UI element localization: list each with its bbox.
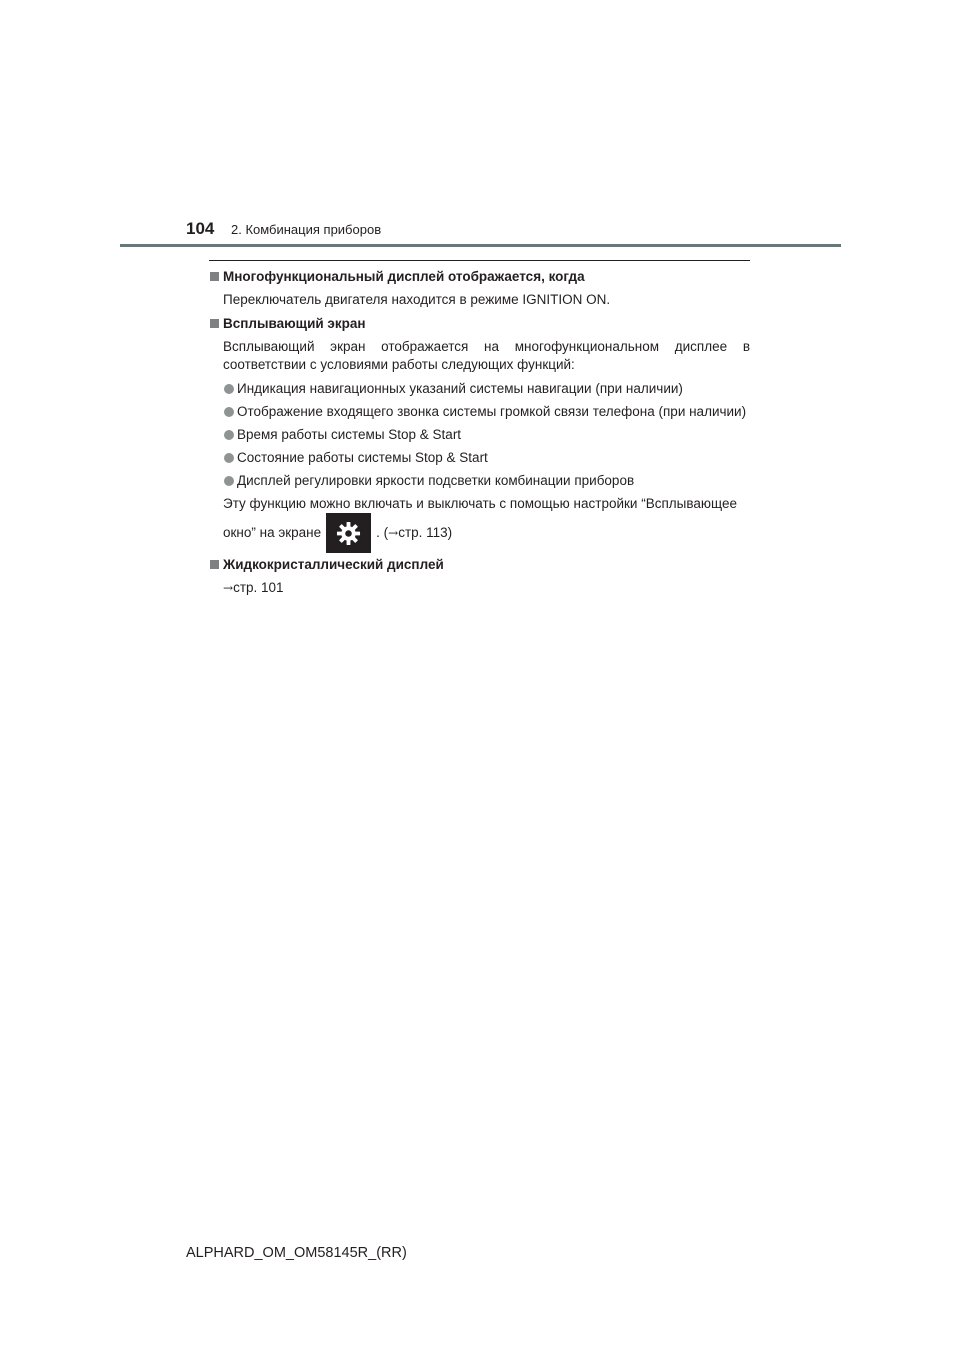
page-number: 104 bbox=[186, 219, 215, 238]
settings-gear-icon bbox=[336, 521, 361, 546]
footer-code: ALPHARD_OM_OM58145R_(RR) bbox=[186, 1245, 407, 1261]
section-heading-popup bbox=[209, 315, 750, 333]
section-heading-multi-display bbox=[209, 268, 750, 286]
list-item-text: Время работы системы Stop & Start bbox=[237, 427, 462, 442]
lcd-ref-text: стр. 101 bbox=[233, 580, 284, 595]
list-item bbox=[209, 403, 750, 421]
heading-text: Жидкокристаллический дисплей bbox=[223, 557, 444, 572]
arrow-right-icon: → bbox=[388, 526, 399, 540]
list-item bbox=[209, 449, 750, 467]
multi-display-text: Переключатель двигателя находится в режиме IGNITION ON. bbox=[223, 292, 611, 307]
settings-button[interactable] bbox=[326, 513, 371, 553]
popup-toggle-text: Эту функцию можно включать и выключать с помощью настройки “Всплывающее bbox=[223, 496, 737, 511]
page-reference[interactable] bbox=[376, 524, 452, 542]
list-item-text: Индикация навигационных указаний системы навигации (при наличии) bbox=[237, 381, 683, 396]
list-item bbox=[209, 472, 750, 490]
popup-intro-text: Всплывающий экран отображается на многофункциональном дисплее в соответствии с условиями работы следующих функций: bbox=[223, 339, 750, 372]
bullet-dot-icon bbox=[224, 384, 234, 394]
list-item bbox=[209, 380, 750, 398]
popup-toggle-text-2: окно” на экране bbox=[223, 525, 322, 540]
header-divider bbox=[120, 244, 841, 247]
page-content bbox=[209, 268, 750, 603]
lcd-page-reference[interactable] bbox=[209, 579, 750, 597]
heading-text: Многофункциональный дисплей отображается, когда bbox=[223, 269, 585, 284]
square-marker-icon bbox=[210, 319, 219, 328]
list-item-text: Дисплей регулировки яркости подсветки комбинации приборов bbox=[237, 473, 635, 488]
square-marker-icon bbox=[210, 560, 219, 569]
ref-open-text: . ( bbox=[376, 525, 389, 540]
bullet-dot-icon bbox=[224, 476, 234, 486]
ref-page-text: стр. 113) bbox=[398, 525, 453, 540]
list-item-text: Состояние работы системы Stop & Start bbox=[237, 450, 488, 465]
bullet-dot-icon bbox=[224, 453, 234, 463]
popup-toggle-line bbox=[209, 513, 750, 553]
heading-text: Всплывающий экран bbox=[223, 316, 366, 331]
list-item-text: Отображение входящего звонка системы громкой связи телефона (при наличии) bbox=[237, 404, 747, 419]
list-item bbox=[209, 426, 750, 444]
square-marker-icon bbox=[210, 272, 219, 281]
bullet-dot-icon bbox=[224, 407, 234, 417]
arrow-right-icon: → bbox=[223, 581, 234, 595]
section-divider bbox=[209, 260, 750, 261]
bullet-dot-icon bbox=[224, 430, 234, 440]
chapter-title: 2. Комбинация приборов bbox=[231, 222, 382, 237]
section-heading-lcd bbox=[209, 556, 750, 574]
